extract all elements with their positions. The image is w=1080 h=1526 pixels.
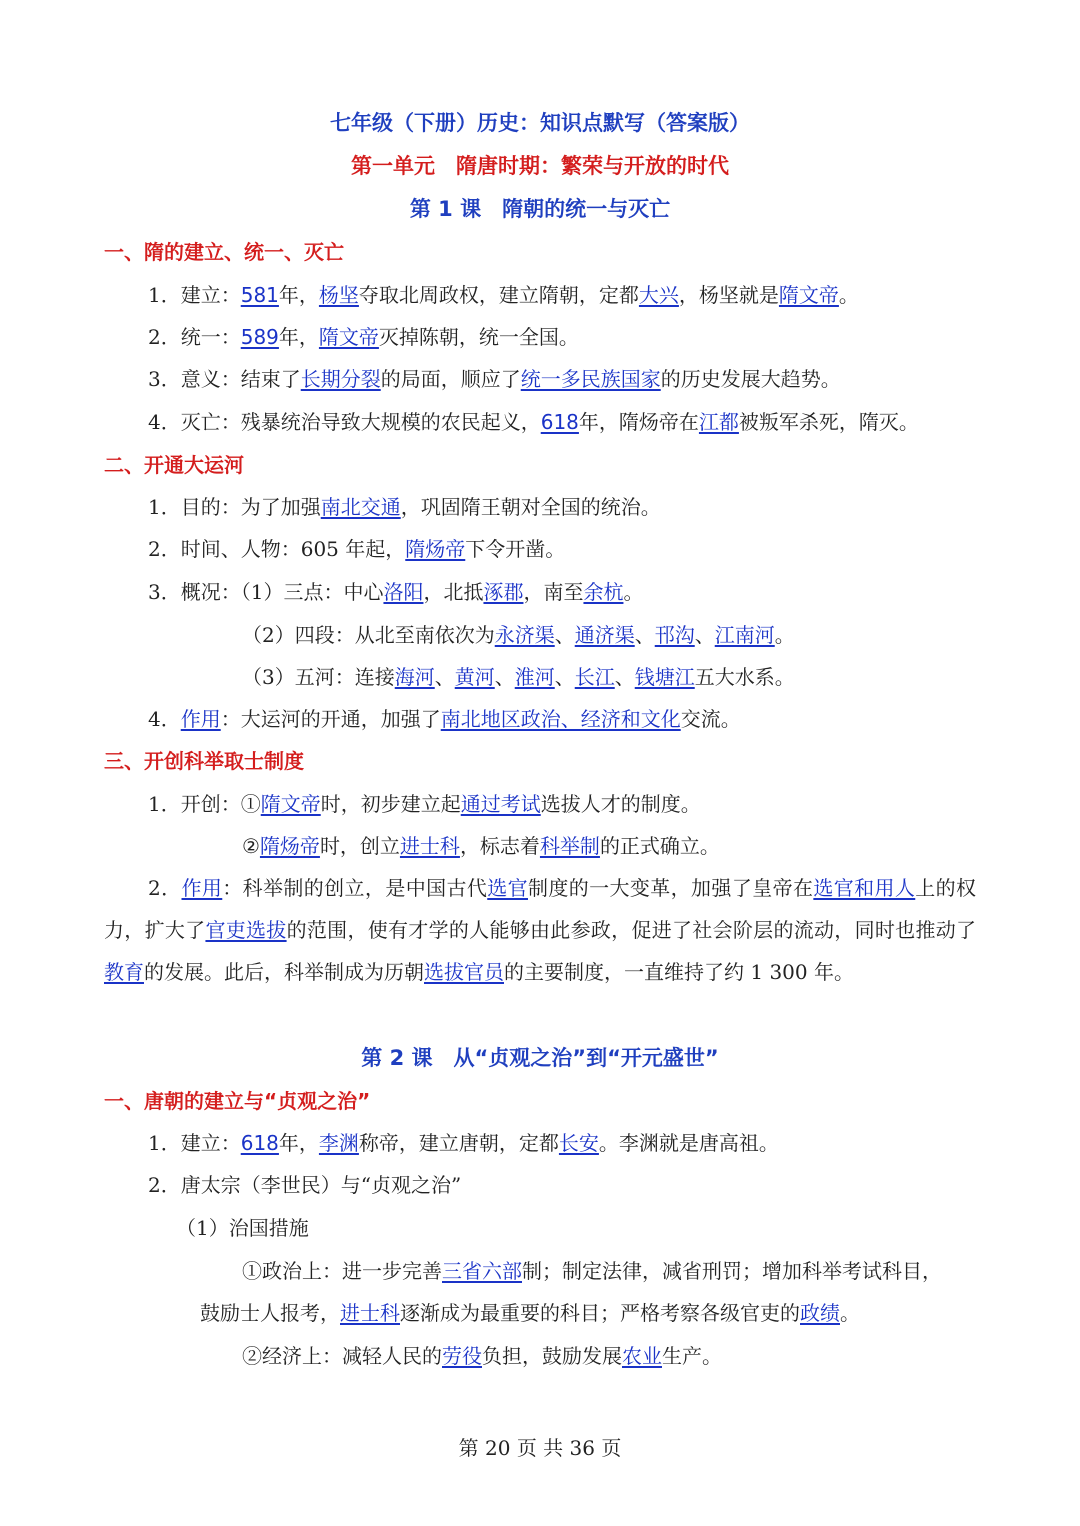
answer-blank: 政绩 <box>800 1301 840 1325</box>
line-text: 的发展。此后，科举制成为历朝 <box>144 960 424 984</box>
line-text: 年， <box>278 283 319 307</box>
line-text: ，杨坚就是 <box>678 283 779 307</box>
line-text: ② <box>242 834 260 858</box>
point-line <box>148 1170 461 1200</box>
line-text: 年， <box>278 325 319 349</box>
page-footer: 第 20 页 共 36 页 <box>458 1436 622 1460</box>
line-text: 下令开凿。 <box>465 537 566 561</box>
line-text: 3．意义：结束了 <box>148 367 301 391</box>
line-text: 、 <box>694 623 715 647</box>
line-text: 被叛军杀死，隋灭。 <box>738 410 919 434</box>
line-text: 。 <box>840 1301 860 1325</box>
line-text: 的历史发展大趋势。 <box>660 367 841 391</box>
line-text: 的局面，顺应了 <box>380 367 521 391</box>
section-heading: 三、开创科举取士制度 <box>104 749 304 773</box>
doc-title: 七年级（下册）历史：知识点默写（答案版） <box>330 111 750 135</box>
point-line <box>148 789 701 819</box>
line-text: 4． <box>148 707 181 731</box>
line-text: 灭掉陈朝，统一全国。 <box>378 325 579 349</box>
line-text: 的正式确立。 <box>599 834 720 858</box>
line-text: ①政治上：进一步完善 <box>242 1259 442 1283</box>
answer-blank: 淮河 <box>514 665 555 689</box>
line-text: 的主要制度，一直维持了约 1 300 年。 <box>504 960 854 984</box>
answer-blank: 江都 <box>698 410 739 434</box>
line-text: 选拔人才的制度。 <box>540 792 701 816</box>
answer-blank: 钱塘江 <box>634 665 695 689</box>
line-text: 负担，鼓励发展 <box>482 1344 622 1368</box>
answer-blank: 选官 <box>487 876 528 900</box>
answer-blank: 邗沟 <box>654 623 695 647</box>
answer-blank: 杨坚 <box>318 283 359 307</box>
point-line <box>148 577 643 607</box>
answer-blank: 长期分裂 <box>300 367 381 391</box>
answer-blank: 永济渠 <box>494 623 555 647</box>
line-text: ，北抵 <box>423 580 484 604</box>
lesson2-title: 第 2 课 从“贞观之治”到“开元盛世” <box>361 1046 719 1070</box>
line-text: 制度的一大变革，加强了皇帝在 <box>528 876 814 900</box>
point-line <box>176 1213 309 1243</box>
answer-blank: 进士科 <box>340 1301 400 1325</box>
point-line <box>242 831 720 861</box>
line-text: 交流。 <box>680 707 741 731</box>
line-text: ，标志着 <box>459 834 540 858</box>
answer-blank: 三省六部 <box>442 1259 522 1283</box>
answer-blank: 大兴 <box>638 283 679 307</box>
answer-blank: 进士科 <box>399 834 460 858</box>
line-text: 。 <box>623 580 644 604</box>
section-heading: 一、唐朝的建立与“贞观之治” <box>104 1089 371 1113</box>
point-line <box>148 1128 779 1158</box>
line-text: 、 <box>634 623 655 647</box>
line-text: 夺取北周政权，建立隋朝，定都 <box>358 283 639 307</box>
line-text: 、 <box>554 665 575 689</box>
answer-blank: 涿郡 <box>483 580 524 604</box>
line-text: ②经济上：减轻人民的 <box>242 1344 442 1368</box>
line-text: 1．建立： <box>148 283 241 307</box>
line-text: 、 <box>614 665 635 689</box>
line-text: ：大运河的开通，加强了 <box>220 707 441 731</box>
point-line <box>242 662 795 692</box>
line-text: 逐渐成为最重要的科目；严格考察各级官吏的 <box>400 1301 800 1325</box>
paragraph <box>104 867 976 993</box>
answer-blank: 隋文帝 <box>778 283 839 307</box>
point-line <box>148 534 565 564</box>
answer-blank: 隋炀帝 <box>405 537 466 561</box>
line-text: （3）五河：连接 <box>242 665 395 689</box>
answer-blank: 江南河 <box>714 623 775 647</box>
line-text: （1）治国措施 <box>176 1216 309 1240</box>
point-line <box>242 1256 942 1286</box>
point-line <box>148 364 841 394</box>
answer-blank: 李渊 <box>318 1131 359 1155</box>
keyword: 作用 <box>180 707 221 731</box>
line-text: 制；制定法律，减省刑罚；增加科举考试科目， <box>522 1259 942 1283</box>
point-line <box>242 620 795 650</box>
point-line <box>148 280 859 310</box>
point-line <box>148 407 919 437</box>
answer-blank: 余杭 <box>583 580 624 604</box>
line-text: 1．目的：为了加强 <box>148 495 321 519</box>
line-text: 1．建立： <box>148 1131 241 1155</box>
answer-blank: 581 <box>240 283 279 307</box>
answer-blank: 618 <box>540 410 579 434</box>
answer-blank: 通过考试 <box>460 792 541 816</box>
point-line <box>242 1341 722 1371</box>
line-text: 时，创立 <box>319 834 400 858</box>
answer-blank: 教育 <box>104 960 144 984</box>
answer-blank: 海河 <box>394 665 435 689</box>
line-text: 年，隋炀帝在 <box>578 410 699 434</box>
line-text: 上的权力，扩大了 <box>104 876 977 942</box>
line-text: ：科举制的创立，是中国古代 <box>222 876 488 900</box>
point-line <box>200 1298 860 1328</box>
line-text: 年， <box>278 1131 319 1155</box>
section-heading: 二、开通大运河 <box>104 453 244 477</box>
line-text: 1．开创：① <box>148 792 261 816</box>
line-text: 、 <box>554 623 575 647</box>
answer-blank: 通济渠 <box>574 623 635 647</box>
point-line <box>148 492 661 522</box>
line-text: 。 <box>838 283 859 307</box>
line-text: 2．统一： <box>148 325 241 349</box>
answer-blank: 劳役 <box>442 1344 482 1368</box>
line-text: 2． <box>148 876 182 900</box>
line-text: 3．概况：（1）三点：中心 <box>148 580 384 604</box>
unit-title: 第一单元 隋唐时期：繁荣与开放的时代 <box>351 154 729 178</box>
answer-blank: 科举制 <box>539 834 600 858</box>
answer-blank: 隋文帝 <box>318 325 379 349</box>
line-text: 的范围，使有才学的人能够由此参政，促进了社会阶层的流动，同时也推动了 <box>286 918 977 942</box>
answer-blank: 选官和用人 <box>813 876 916 900</box>
line-text: ，南至 <box>523 580 584 604</box>
answer-blank: 隋炀帝 <box>259 834 320 858</box>
answer-blank: 长安 <box>558 1131 599 1155</box>
answer-blank: 618 <box>240 1131 279 1155</box>
answer-blank: 隋文帝 <box>260 792 321 816</box>
line-text: 鼓励士人报考， <box>200 1301 340 1325</box>
answer-blank: 洛阳 <box>383 580 424 604</box>
line-text: 2．时间、人物：605 年起， <box>148 537 406 561</box>
answer-blank: 选拔官员 <box>424 960 504 984</box>
line-text: ，巩固隋王朝对全国的统治。 <box>400 495 661 519</box>
line-text: 生产。 <box>662 1344 722 1368</box>
answer-blank: 589 <box>240 325 279 349</box>
answer-blank: 农业 <box>622 1344 662 1368</box>
line-text: 。李渊就是唐高祖。 <box>598 1131 779 1155</box>
line-text: 2．唐太宗（李世民）与“贞观之治” <box>148 1173 462 1197</box>
line-text: 4．灭亡：残暴统治导致大规模的农民起义， <box>148 410 541 434</box>
answer-blank: 黄河 <box>454 665 495 689</box>
answer-blank: 南北交通 <box>320 495 401 519</box>
lesson1-title: 第 1 课 隋朝的统一与灭亡 <box>409 197 671 221</box>
line-text: （2）四段：从北至南依次为 <box>242 623 495 647</box>
keyword: 作用 <box>181 876 223 900</box>
answer-blank: 统一多民族国家 <box>520 367 661 391</box>
answer-blank: 南北地区政治、经济和文化 <box>440 707 681 731</box>
line-text: 称帝，建立唐朝，定都 <box>358 1131 559 1155</box>
answer-blank: 长江 <box>574 665 615 689</box>
line-text: 、 <box>494 665 515 689</box>
point-line <box>148 322 579 352</box>
point-line <box>148 704 741 734</box>
answer-blank: 官吏选拔 <box>205 918 287 942</box>
line-text: 五大水系。 <box>694 665 795 689</box>
line-text: 。 <box>774 623 795 647</box>
line-text: 、 <box>434 665 455 689</box>
section-heading: 一、隋的建立、统一、灭亡 <box>104 240 344 264</box>
line-text: 时，初步建立起 <box>320 792 461 816</box>
